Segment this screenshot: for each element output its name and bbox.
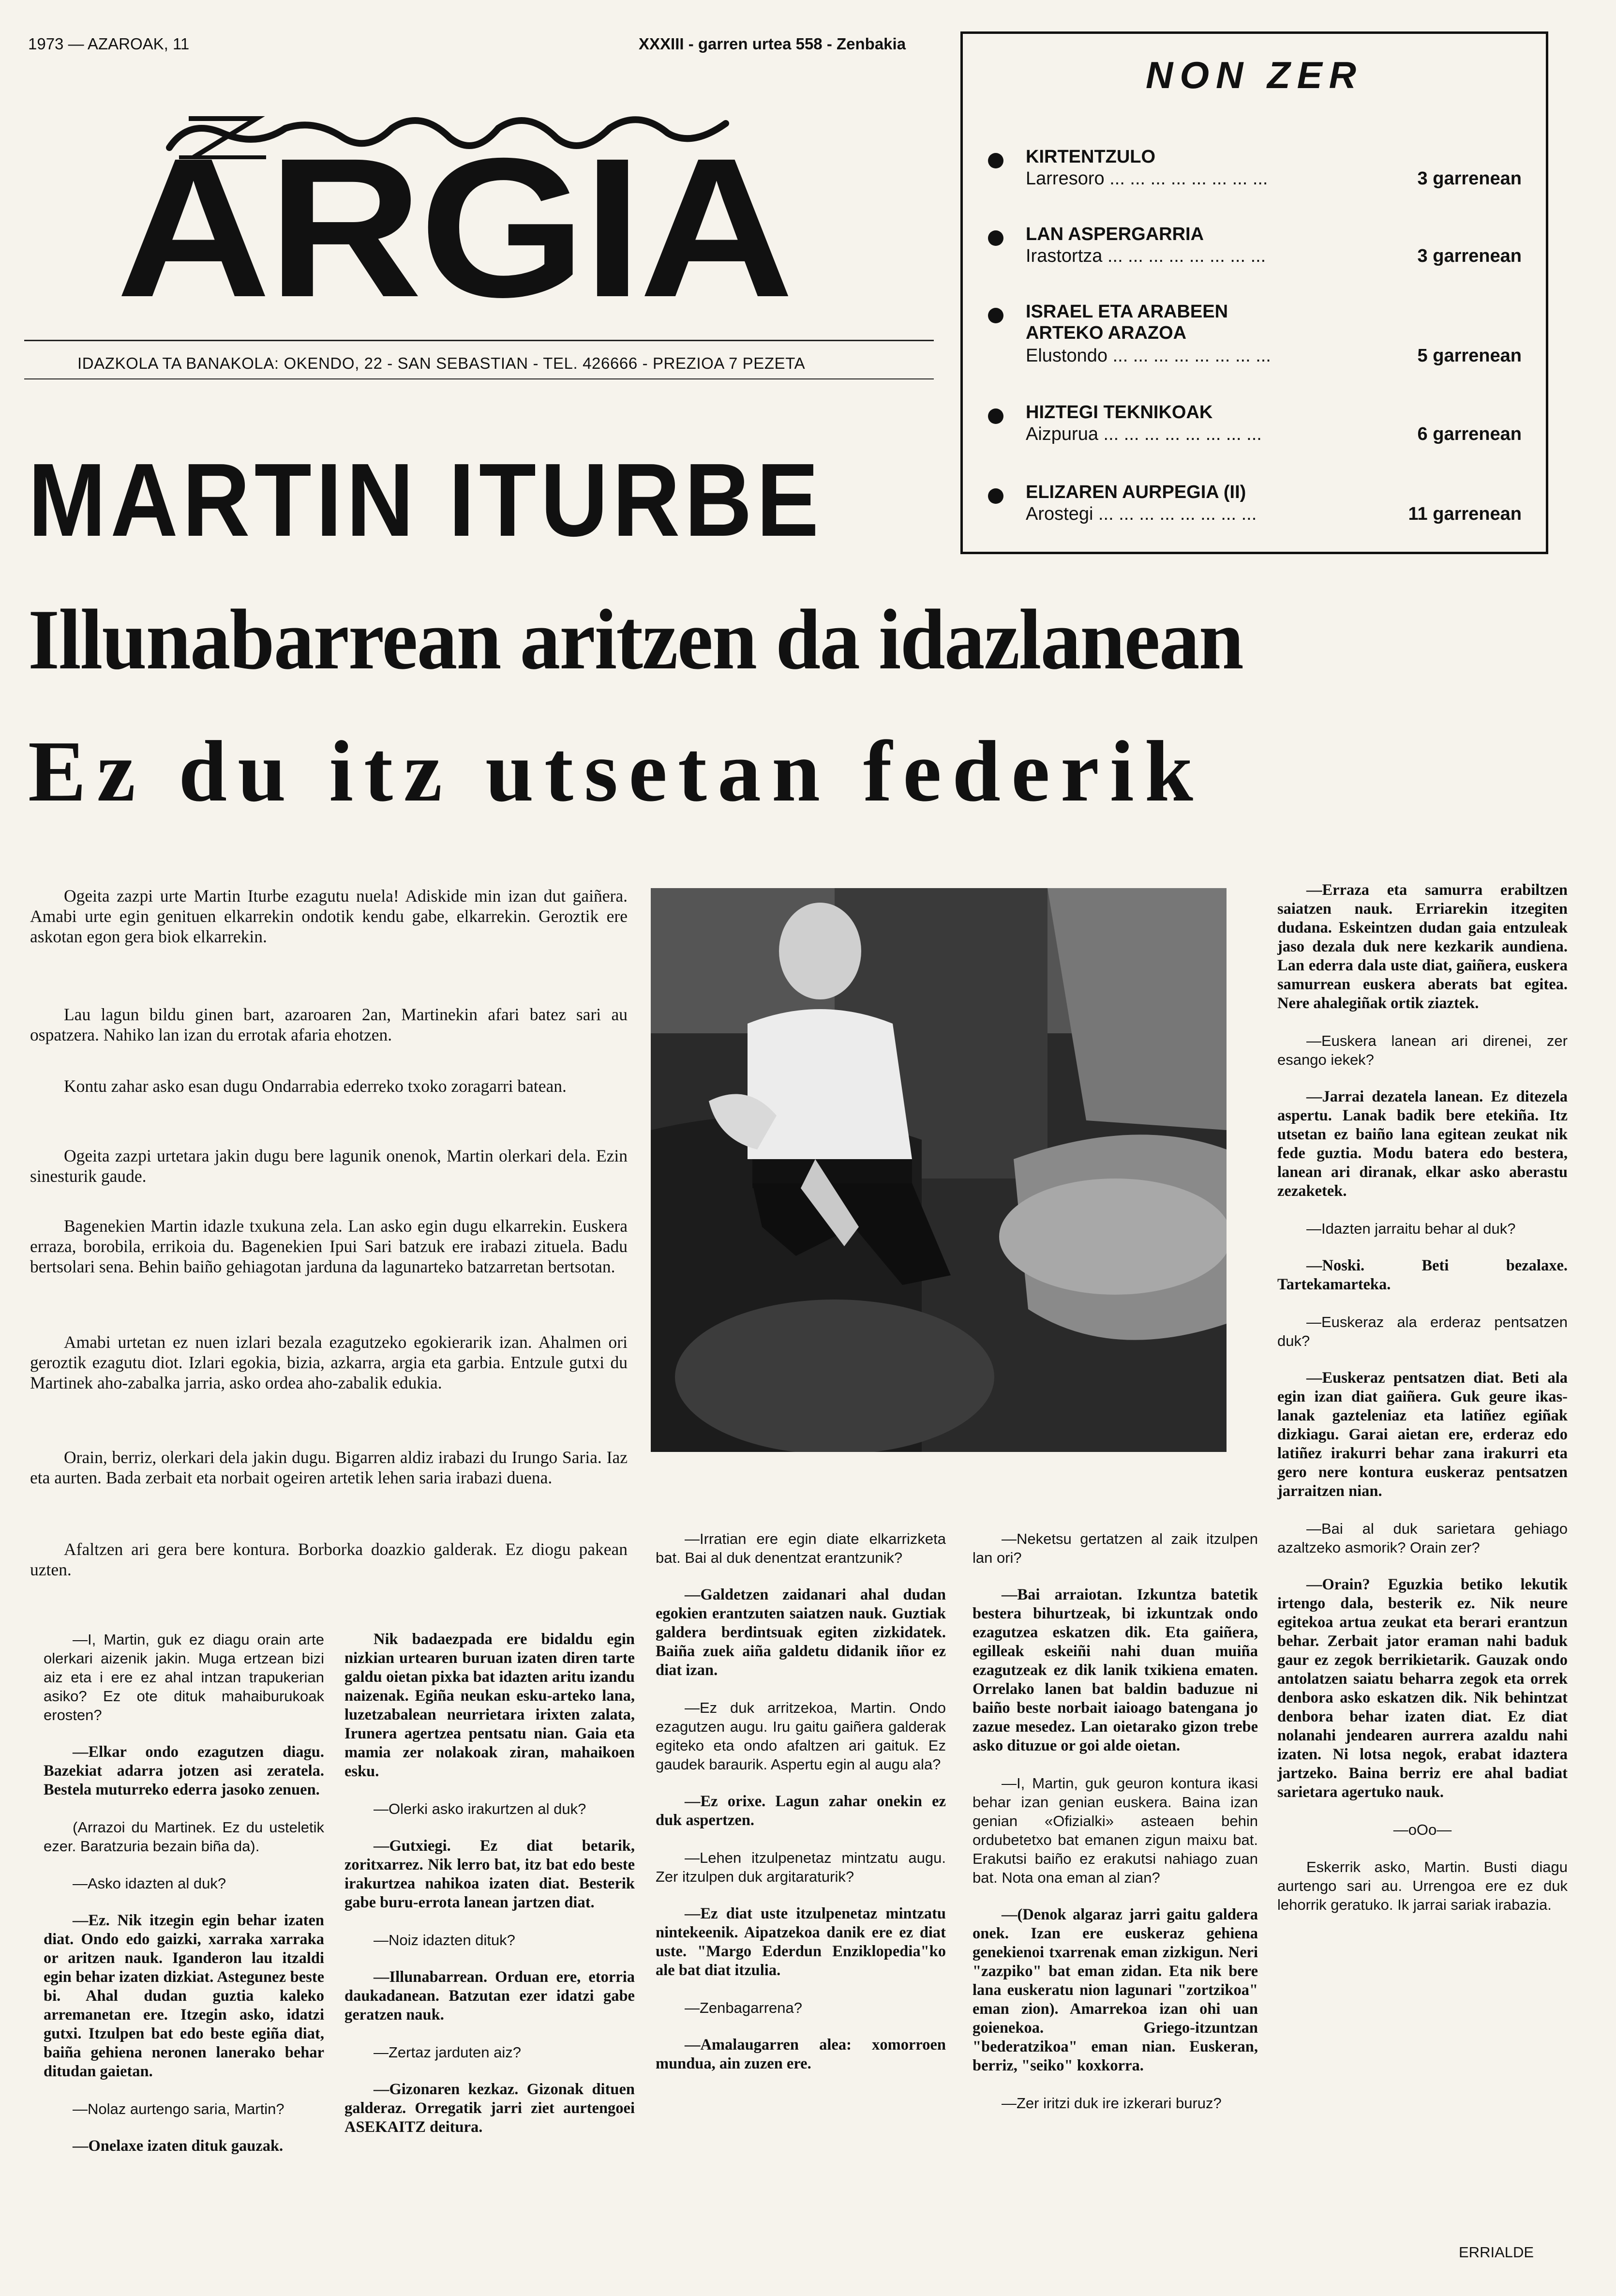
answer: —Gizonaren kezkaz. Gizonak dituen galderaz. Orregatik jarri ziet aurtengoei ASEKAITZ deitura.: [344, 2081, 635, 2136]
question: —Idazten jarraitu behar al duk?: [1306, 1220, 1516, 1237]
question: —Olerki asko irakurtzen al duk?: [374, 1800, 586, 1817]
contents-item-author: Larresoro ... ... ... ... ... ... ... ...: [1026, 168, 1268, 189]
question: —Bai al duk sarietara gehiago azaltzeko asmorik? Orain zer?: [1277, 1520, 1568, 1556]
intro-paragraph: Bagenekien Martin idazle txukuna zela. Lan asko egin dugu elkarrekin. Euskera erraza, borobila, errikoia du. Bagenekien Ipui Sari batzuk ere irabazi zituela. Badu bertsolari sena. Behin baiño gehiagotan jarduna da lagunarteko batzarretan bertsotan.: [30, 1216, 628, 1276]
interview-column-1: [44, 1630, 324, 2174]
question: —Asko idazten al duk?: [73, 1875, 226, 1892]
answer: —Euskeraz pentsatzen diat. Beti ala egin izan diat gaiñera. Guk geure ikas-lanak gazteleniaz eta latiñez egiñak dizkiagu. Garai aietan ere, erderaz edo latiñez irakurri behar zana irakurri eta gero nere kontura euskeraz pentsatzen jarraitzen nian.: [1277, 1369, 1568, 1500]
intro-paragraph: Orain, berriz, olerkari dela jakin dugu. Bigarren aldiz irabazi du Irungo Saria. Iaz eta aurten. Bada zerbait eta norbait ogeiren artetik lehen saria irabazi duena.: [30, 1448, 628, 1487]
answer: —Ez orixe. Lagun zahar onekin ez duk aspertzen.: [656, 1793, 946, 1829]
bullet-icon: [988, 153, 1003, 168]
contents-item-title: ISRAEL ETA ARABEEN ARTEKO ARAZOA: [1026, 302, 1228, 343]
answer: —Ez. Nik itzegin egin behar izaten diat. Ondo edo gaizki, xarraka xarraka or aritzen nauk. Iganderon lau itzaldi egin behar izaten dizkiat. Astegunez beste bi. Ahal dudan guztia kaleko arremanetan ere. Itzegin asko, idatzi gutxi. Itzulpen bat edo beste egiña diat, baiña gehiena neronen lanerako behar ditudan gaietan.: [44, 1912, 324, 2080]
intro-paragraph: Lau lagun bildu ginen bart, azaroaren 2an, Martinekin afari batez sari au ospatzera. Nahiko lan izan du errotak afaria ehotzen.: [30, 1005, 628, 1044]
contents-item-page: 6 garrenean: [1417, 424, 1522, 444]
issue-date: 1973 — AZAROAK, 11: [28, 35, 190, 53]
bullet-icon: [988, 488, 1003, 504]
question: —Ez duk arritzekoa, Martin. Ondo ezagutzen augu. Iru gaitu gaiñera galderak egiteko eta ondo afaltzen ari gaituk. Ez gaudek baraurik. Aspertu egin al augu ala?: [656, 1699, 946, 1773]
answer: —Orain? Eguzkia betiko lekutik irtengo dala, besterik ez. Nik neure egitekoa artua zeukat eta berari erantzun behar. Zerbait jator eraman nahi baduk gaur ez zegok berrikietarik. Gauzak ondo antolatzen saiatu beharra zegok eta orrek denbora asko eskatzen dik. Nik behintzat denbora behar izaten diat. Ez diat nolanahi jendearen aurrera azaldu nahi izaten. Ni lotsa negok, erabat idaztera jartzeko. Baina berriz ere ahal badiat sarietara agertuko nauk.: [1277, 1576, 1568, 1801]
masthead-rule: [24, 340, 934, 341]
answer: Nik badaezpada ere bidaldu egin nizkian urtearen buruan izaten diren tarte galdu oietan pixka bat idazten aritu izandu naizenak. Egiña neukan esku-arteko lana, luzetzabalean neurrietara irixten zalata, Irunera agertzea pentsatu nian. Gaia eta mamia zer nolakoak ziran, mahaikoen esku.: [344, 1631, 635, 1780]
contents-item-page: 5 garrenean: [1417, 346, 1522, 366]
headline-line-1: Illunabarrean aritzen da idazlanean: [28, 591, 1243, 687]
question: —Irratian ere egin diate elkarrizketa bat. Bai al duk denentzat erantzunik?: [656, 1530, 946, 1566]
contents-item-page: 3 garrenean: [1417, 246, 1522, 266]
answer: —Bai arraiotan. Izkuntza batetik bestera bihurtzeak, bi izkuntzak ondo ezagutzea eskatzen dik. Eta gaiñera, egilleak eskeiñi nahi duan muiña ezagutzeak ez dik lanik txikiena ematen. Orrelako lanen bat baldin baduzue ni baiño beste norbait iaioago batengana jo zazue mesedez. Lan oietarako gizon trebe asko dituzue or goi alde oietan.: [973, 1586, 1258, 1754]
answer: —Galdetzen zaidanari ahal dudan egokien erantzuten saiatzen nauk. Guztiak galdera berdintsuak egiten zizkidatek. Baiña zuek aiña galdetu didanik iñor ez diat izan.: [656, 1586, 946, 1679]
answer: —Gutxiegi. Ez diat betarik, zoritxarrez. Nik lerro bat, itz bat edo beste irakurtzea nahikoa izaten diat. Besterik gabe buru-errota lanean jartzen diat.: [344, 1837, 635, 1911]
aside: (Arrazoi du Martinek. Ez du usteletik ezer. Baratzuria bezain biña da).: [44, 1819, 324, 1855]
answer: —Elkar ondo ezagutzen diagu. Bazekiat adarra jotzen asi zeratela. Bestela muturreko ederra jasoko zenuen.: [44, 1743, 324, 1798]
interview-column-5: [1277, 881, 1568, 1933]
interview-column-4: [973, 1529, 1258, 2131]
question: —Lehen itzulpenetaz mintzatu augu. Zer itzulpen duk argitaraturik?: [656, 1849, 946, 1885]
answer: —Jarrai dezatela lanean. Ez ditezela aspertu. Lanak badik bere etekiña. Itz utsetan ez baiño lana egitean zeukat nik fede guztia. Modu batera edo bestera, lanean ari diranak, elkar asko aberastu zezaketek.: [1277, 1088, 1568, 1200]
question: —Euskera lanean ari direnei, zer esango iekek?: [1277, 1032, 1568, 1068]
headline-line-2: Ez du itz utsetan federik: [28, 723, 1204, 819]
answer: —Illunabarrean. Orduan ere, etorria daukadanean. Batzutan ezer idatzi gabe geratzen nauk.: [344, 1968, 635, 2024]
contents-title: NON ZER: [1146, 54, 1363, 96]
question: —Noiz idazten dituk?: [374, 1932, 515, 1949]
closing-remark: Eskerrik asko, Martin. Busti diagu aurtengo sari au. Urrengoa ere ez duk lehorrik geratuko. Ik jarrai sariak irabazia.: [1277, 1858, 1568, 1913]
contents-item-title: LAN ASPERGARRIA: [1026, 224, 1204, 244]
masthead-address: IDAZKOLA TA BANAKOLA: OKENDO, 22 - SAN SEBASTIAN - TEL. 426666 - PREZIOA 7 PEZETA: [77, 354, 806, 372]
interview-column-3: [656, 1529, 946, 2092]
question: —I, Martin, guk geuron kontura ikasi behar izan genian euskera. Baina izan genian «Ofizialki» asteaen behin ordubetetxo bat emanen zigun maixu bat. Erakutsi baiño ez erakutsi nahiago zuan bat. Nota ona eman al zian?: [973, 1775, 1258, 1886]
question: —Nolaz aurtengo saria, Martin?: [73, 2100, 284, 2117]
issue-number: XXXIII - garren urtea 558 - Zenbakia: [639, 35, 906, 53]
answer: —Amalaugarren alea: xomorroen mundua, ain zuzen ere.: [656, 2036, 946, 2072]
contents-item-page: 3 garrenean: [1417, 168, 1522, 189]
contents-item-title: HIZTEGI TEKNIKOAK: [1026, 402, 1213, 423]
question: —Euskeraz ala erderaz pentsatzen duk?: [1277, 1314, 1568, 1349]
question: —I, Martin, guk ez diagu orain arte olerkari aizenik jakin. Muga ertzean bizi aiz eta i ere ez ahal intzan trapukerian asiko? Ez ote dituk mahaiburukoak erosten?: [44, 1631, 324, 1723]
intro-paragraph: Kontu zahar asko esan dugu Ondarrabia ederreko txoko zoragarri batean.: [64, 1076, 567, 1096]
answer: —Onelaxe izaten dituk gauzak.: [73, 2137, 284, 2155]
masthead-title: ARGIA: [116, 117, 791, 338]
question: —Zenbagarrena?: [685, 1999, 802, 2016]
bullet-icon: [988, 230, 1003, 246]
answer: —(Denok algaraz jarri gaitu galdera onek. Izan ere euskeraz gehiena genekienoi txarrenak eman zizkigun. Neri "zazpiko" bat eman zidan. Eta nik bere lana euskeratu nion lagunari "zortzikoa" eman zion). Amarrekoa izan ohi uan goienekoa. Griego-itzuntzan "bederatzikoa" eman nian. Euskeran, berriz, "seiko" koxkorra.: [973, 1906, 1258, 2074]
answer: —Noski. Beti bezalaxe. Tartekamarteka.: [1277, 1257, 1568, 1293]
contents-item-author: Elustondo ... ... ... ... ... ... ... ...: [1026, 346, 1271, 366]
contents-item-page: 11 garrenean: [1408, 504, 1522, 524]
question: —Zer iritzi duk ire izkerari buruz?: [1002, 2095, 1222, 2112]
question: —Neketsu gertatzen al zaik itzulpen lan ori?: [973, 1530, 1258, 1566]
contents-item-author: Aizpurua ... ... ... ... ... ... ... ...: [1026, 424, 1262, 444]
answer: —Ez diat uste itzulpenetaz mintzatu nintekeenik. Aipatzekoa danik ere ez diat uste. "Margo Ederdun Enziklopedia"ko ale bat diat itzulia.: [656, 1905, 946, 1979]
continued-label: ERRIALDE: [1459, 2244, 1534, 2261]
bullet-icon: [988, 308, 1003, 323]
portrait-photo: [651, 888, 1227, 1452]
contents-box: [960, 31, 1548, 554]
answer: —Erraza eta samurra erabiltzen saiatzen nauk. Erriarekin itzegiten dudana. Eskeintzen dudan gaia entzuleak jaso dezala duk nere kezkarik aundiena. Lan ederra dala uste diat, gaiñera, euskera samurrean euskera aberats bat egitea. Nere ahalegiñak ortik ziaztek.: [1277, 881, 1568, 1012]
intro-paragraph: Amabi urtetan ez nuen izlari bezala ezagutzeko egokierarik izan. Ahalmen ori geroztik ezagutu diot. Izlari egokia, bizia, azkarra, argia eta garbia. Entzule gutxi du Martinek aho-zabalka jarria, asko ordea aho-zabalik edukia.: [30, 1332, 628, 1392]
intro-paragraph: Ogeita zazpi urtetara jakin dugu bere lagunik onenok, Martin olerkari dela. Ezin sinesturik gaude.: [30, 1146, 628, 1186]
bullet-icon: [988, 408, 1003, 424]
contents-item-author: Irastortza ... ... ... ... ... ... ... ...: [1026, 246, 1266, 266]
masthead-rule: [24, 378, 934, 379]
subject-name-headline: MARTIN ITURBE: [28, 441, 823, 558]
contents-item-author: Arostegi ... ... ... ... ... ... ... ...: [1026, 504, 1257, 524]
interview-column-2: [344, 1630, 635, 2155]
question: —Zertaz jarduten aiz?: [374, 2044, 521, 2061]
intro-paragraph: Afaltzen ari gera bere kontura. Borborka doazkio galderak. Ez diogu pakean uzten.: [30, 1540, 628, 1579]
contents-item-title: ELIZAREN AURPEGIA (II): [1026, 482, 1246, 502]
section-divider: —oOo—: [1393, 1821, 1452, 1838]
contents-item-title: KIRTENTZULO: [1026, 147, 1156, 167]
intro-paragraph: Ogeita zazpi urte Martin Iturbe ezagutu nuela! Adiskide min izan dut gaiñera. Amabi urte egin genituen elkarrekin ondotik kendu gabe, elkarrekin. Geroztik ere askotan egon gera biok elkarrekin.: [30, 886, 628, 946]
